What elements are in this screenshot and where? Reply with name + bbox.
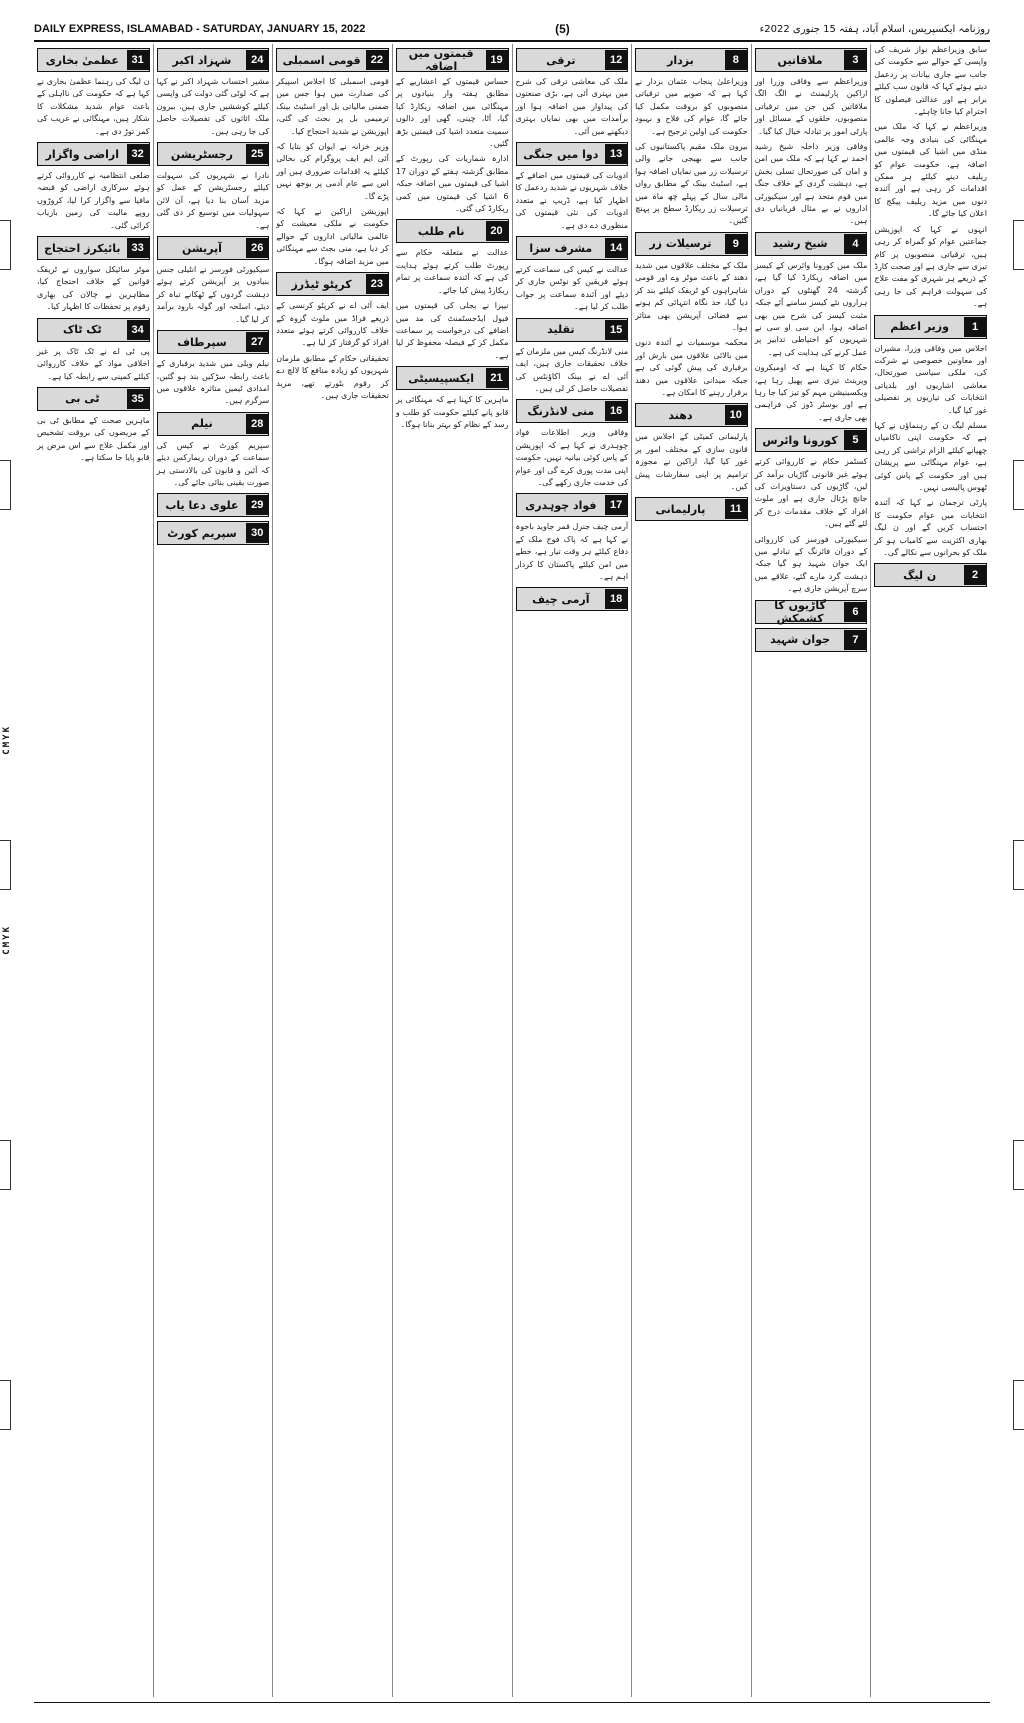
margin-register-box [0,220,11,270]
section-heading [157,330,270,354]
article-paragraph: ملک کی معاشی ترقی کی شرح میں بہتری آئی ہے، بڑی صنعتوں کی پیداوار میں اضافہ ہوا اور برآمدات میں بھی نمایاں بہتری دیکھنے میں آئی۔ [515,77,629,136]
section-heading [516,236,629,260]
article-paragraph: مشیر احتساب شہزاد اکبر نے کہا ہے کہ لوٹی گئی دولت کی واپسی کیلئے کوششیں جاری ہیں، بیرون ملک اثاثوں کی تفصیلات حاصل کی جا رہی ہیں۔ [156,77,270,136]
section-heading [157,412,270,436]
article-paragraph: ایف آئی اے نے کرپٹو کرنسی کے ذریعے فراڈ میں ملوث گروہ کے خلاف کارروائی کرتے ہوئے متعدد افراد کو گرفتار کر لیا ہے۔ [276,301,389,348]
news-column [272,44,392,1697]
section-title: فواد چوہدری [525,498,597,512]
section-number-badge: 10 [725,405,747,425]
section-heading [516,48,629,72]
section-number-badge: 17 [605,495,627,515]
section-title: اراضی واگزار [45,147,120,161]
margin-register-box [1013,1380,1024,1430]
margin-register-box [1013,460,1024,510]
article-paragraph: ادویات کی قیمتوں میں اضافے کے خلاف شہریوں نے شدید ردعمل کا اظہار کیا ہے، ڈریپ نے متعدد ادویات کی نئی قیمتوں کی منظوری دے دی ہے۔ [515,171,629,230]
article-paragraph: عدالت نے متعلقہ حکام سے رپورٹ طلب کرتے ہوئے ہدایت کی ہے کہ آئندہ سماعت پر تمام ریکارڈ پیش کیا جائے۔ [395,248,509,295]
article-paragraph: عدالت نے کیس کی سماعت کرتے ہوئے فریقین کو نوٹس جاری کر دیئے اور آئندہ سماعت پر جواب طلب کر لیا ہے۔ [515,265,629,312]
section-number-badge: 13 [605,144,627,164]
article-paragraph: وزیر خزانہ نے ایوان کو بتایا کہ آئی ایم ایف پروگرام کی بحالی کیلئے یہ اقدامات ضروری ہیں اور اس سے عام آدمی پر بوجھ نہیں پڑے گا۔ [276,142,389,201]
margin-register-box [0,1380,11,1430]
article-paragraph: ضلعی انتظامیہ نے کارروائی کرتے ہوئے سرکاری اراضی کو قبضہ مافیا سے واگزار کرا لیا، کروڑوں روپے مالیت کی زمین بازیاب کرائی گئی۔ [37,171,150,230]
article-paragraph: نادرا نے شہریوں کی سہولت کیلئے رجسٹریشن کے عمل کو مزید آسان بنا دیا ہے، آن لائن سہولیات میں توسیع کر دی گئی ہے۔ [156,171,270,230]
section-heading [396,366,509,390]
section-heading [516,493,629,517]
section-heading [276,272,389,296]
section-title: دوا میں جنگی [523,147,599,161]
section-title: پارلیمانی [655,502,706,516]
section-number-badge: 14 [605,238,627,258]
section-number-badge: 8 [725,50,747,70]
section-heading [516,318,629,342]
article-paragraph: آرمی چیف جنرل قمر جاوید باجوہ نے کہا ہے کہ پاک فوج ملک کے دفاع کیلئے ہر وقت تیار ہے، خطے میں امن کیلئے پاکستان کا کردار اہم ہے۔ [515,522,629,581]
section-heading [157,493,270,517]
section-title: عظمیٰ بخاری [45,53,119,67]
margin-register-box [0,1140,11,1190]
section-number-badge: 28 [246,414,268,434]
section-title: ملاقاتیں [777,53,823,67]
header-english-dateline: DAILY EXPRESS, ISLAMABAD - SATURDAY, JANUARY 15, 2022 [34,23,366,35]
section-number-badge: 27 [246,332,268,352]
margin-register-box [1013,840,1024,890]
section-title: بزدار [667,53,694,67]
section-title: سپریم کورٹ [167,526,237,540]
section-heading [755,600,868,624]
section-heading [755,232,868,256]
section-title: آرمی چیف [532,592,590,606]
section-title: جوان شہید [770,633,831,647]
cmyk-mark: CMYK [2,725,12,755]
section-title: کرپٹو ٹیڈرز [291,277,352,291]
section-heading [37,142,150,166]
section-heading [276,48,389,72]
section-heading [37,48,150,72]
section-title: ترقی [546,53,576,67]
section-number-badge: 33 [127,238,149,258]
article-paragraph: حکام کا کہنا ہے کہ اومیکرون ویرینٹ تیزی سے پھیل رہا ہے، ویکسینیشن مہم کو تیز کیا جا رہا ہے اور بوسٹر ڈوز کی فراہمی بھی جاری ہے۔ [754,363,868,422]
article-paragraph: محکمہ موسمیات نے آئندہ دنوں میں بالائی علاقوں میں بارش اور برفباری کی پیش گوئی کی ہے جبکہ میدانی علاقوں میں دھند برقرار رہنے کا امکان ہے۔ [635,338,748,397]
section-number-badge: 1 [964,317,986,337]
section-heading [157,48,270,72]
article-paragraph: وزیراعظم سے وفاقی وزرا اور اراکین پارلیمنٹ نے الگ الگ ملاقاتیں کیں جن میں ترقیاتی منصوبوں، حلقوں کے مسائل اور پارٹی امور پر تبادلہ خیال کیا گیا۔ [754,77,868,136]
section-number-badge: 20 [486,221,508,241]
article-paragraph: تحقیقاتی حکام کے مطابق ملزمان شہریوں کو زیادہ منافع کا لالچ دے کر رقوم بٹورتے تھے، مزید تحقیقات جاری ہیں۔ [276,353,389,400]
section-heading [37,387,150,411]
margin-register-box [1013,220,1024,270]
section-title: سپرطاف [177,335,227,349]
article-paragraph: سپریم کورٹ نے کیس کی سماعت کے دوران ریمارکس دیئے کہ آئین و قانون کی بالادستی ہر صورت یقینی بنائی جائے گی۔ [156,440,270,487]
article-paragraph: پی ٹی اے نے ٹک ٹاک پر غیر اخلاقی مواد کے خلاف کارروائی کیلئے کمپنی سے رابطہ کیا ہے۔ [37,346,150,381]
article-paragraph: وزیراعلیٰ پنجاب عثمان بزدار نے کہا ہے کہ صوبے میں ترقیاتی منصوبوں کو بروقت مکمل کیا جائے گا، عوام کی فلاح و بہبود حکومت کی اولین ترجیح ہے۔ [635,77,748,136]
section-title: تقلید [547,323,575,337]
section-title: قومی اسمبلی [282,53,361,67]
section-number-badge: 30 [246,523,268,543]
section-number-badge: 25 [246,144,268,164]
article-paragraph: نیپرا نے بجلی کی قیمتوں میں فیول ایڈجسٹمنٹ کی مد میں اضافے کی درخواست پر سماعت مکمل کر کے فیصلہ محفوظ کر لیا ہے۔ [395,301,509,360]
section-number-badge: 26 [246,238,268,258]
section-title: بائیکرز احتجاج [44,241,121,255]
section-number-badge: 35 [127,389,149,409]
news-column [870,44,990,1697]
section-title: قیمتوں میں اضافہ [408,47,474,73]
section-title: کورونا وائرس [762,433,838,447]
section-heading [37,318,150,342]
article-paragraph: سیکیورٹی فورسز کی کارروائی کے دوران فائرنگ کے تبادلے میں ایک جوان شہید ہو گیا جبکہ دہشت گرد مارے گئے، علاقے میں سرچ آپریشن جاری ہے۔ [754,534,868,594]
section-number-badge: 22 [366,50,388,70]
article-paragraph: ملک کے مختلف علاقوں میں شدید دھند کے باعث موٹر وے اور قومی شاہراہوں کو ٹریفک کیلئے بند کر دیا گیا، حد نگاہ انتہائی کم ہونے سے فضائی آپریشن بھی متاثر ہوا۔ [635,260,748,332]
section-heading [157,521,270,545]
section-number-badge: 15 [605,320,627,340]
news-column [631,44,751,1697]
section-title: آپریشن [181,241,222,255]
margin-register-box [0,460,11,510]
footer-rule [34,1702,990,1703]
section-number-badge: 21 [486,368,508,388]
section-number-badge: 5 [844,430,866,450]
article-paragraph: بیرون ملک مقیم پاکستانیوں کی جانب سے بھیجی جانے والی ترسیلات زر میں نمایاں اضافہ ہوا ہے، اسٹیٹ بینک کے مطابق رواں مالی سال کے پہلے چھ ماہ میں ترسیلات زر ریکارڈ سطح پر پہنچ گئیں۔ [635,142,748,226]
article-paragraph: ماہرین کا کہنا ہے کہ مہنگائی پر قابو پانے کیلئے حکومت کو طلب و رسد کے نظام کو بہتر بنانا ہوگا۔ [395,395,509,429]
article-paragraph: موٹر سائیکل سواروں نے ٹریفک قوانین کے خلاف احتجاج کیا، مظاہرین نے چالان کی بھاری رقوم پر تحفظات کا اظہار کیا۔ [37,265,150,312]
section-number-badge: 19 [486,50,508,70]
article-paragraph: اجلاس میں وفاقی وزرا، مشیران اور معاونین خصوصی نے شرکت کی، ملکی سیاسی صورتحال، معاشی اشاریوں اور بلدیاتی انتخابات کی تیاریوں پر تفصیلی غور کیا گیا۔ [874,343,987,415]
section-heading [396,48,509,72]
section-heading [755,628,868,652]
article-paragraph: وزیراعظم نے کہا کہ ملک میں مہنگائی کی بنیادی وجہ عالمی منڈی میں اشیا کی قیمتوں میں اضافہ ہے، حکومت عوام کو ریلیف دینے کیلئے ہر ممکن اقدامات کر رہی ہے اور آئندہ دنوں میں مزید ریلیف پیکج کا اعلان کیا جائے گا۔ [874,122,987,219]
section-number-badge: 29 [246,495,268,515]
section-title: ایکسپیسیٹی [408,371,475,385]
section-title: ٹک ٹاک [62,323,102,337]
article-paragraph: ملک میں کورونا وائرس کے کیسز میں اضافہ ریکارڈ کیا گیا ہے، گزشتہ 24 گھنٹوں کے دوران ہزاروں نئے کیسز سامنے آئے جبکہ مثبت کیسز کی شرح میں بھی اضافہ ہوا، این سی او سی نے شہریوں کو احتیاطی تدابیر پر عمل کرنے کی ہدایت کی ہے۔ [754,260,868,357]
section-title: دھند [668,408,693,422]
article-paragraph: اپوزیشن اراکین نے کہا کہ حکومت نے ملکی معیشت کو عالمی مالیاتی اداروں کے حوالے کر دیا ہے، منی بجٹ سے مہنگائی میں مزید اضافہ ہوگا۔ [276,207,389,266]
section-heading [635,403,748,427]
article-paragraph: سابق وزیراعظم نواز شریف کی واپسی کے حوالے سے حکومت کی جانب سے جاری بیانات پر ردعمل دیتے ہوئے کہا کہ قانون سب کیلئے برابر ہے اور عدالتی فیصلوں کا احترام کیا جانا چاہئے۔ [874,45,987,117]
section-title: گاڑیوں کا کشمکش [774,598,826,625]
article-paragraph: پارٹی ترجمان نے کہا کہ آئندہ انتخابات میں عوام حکومت کا احتساب کریں گے اور ن لیگ بھاری اکثریت سے کامیاب ہو کر ملک کو بحرانوں سے نکالے گی۔ [874,498,987,558]
article-paragraph: مسلم لیگ ن کے رہنماؤں نے کہا ہے کہ حکومت اپنی ناکامیاں چھپانے کیلئے الزام تراشی کر رہی ہے، عوام مہنگائی سے پریشان ہیں اور حکومت کے پاس کوئی ٹھوس پالیسی نہیں۔ [874,420,987,492]
section-number-badge: 18 [605,589,627,609]
section-heading [516,142,629,166]
section-heading [157,236,270,260]
section-number-badge: 24 [246,50,268,70]
section-number-badge: 31 [127,50,149,70]
section-number-badge: 32 [127,144,149,164]
section-number-badge: 12 [605,50,627,70]
article-paragraph: ادارہ شماریات کی رپورٹ کے مطابق گزشتہ ہفتے کے دوران 17 اشیا کی قیمتوں میں اضافہ جبکہ 6 اشیا کی قیمتوں میں کمی ریکارڈ کی گئی۔ [395,154,509,214]
section-number-badge: 2 [964,565,986,585]
news-column [392,44,512,1697]
article-paragraph: انہوں نے کہا کہ اپوزیشن جماعتیں عوام کو گمراہ کر رہی ہیں، ترقیاتی منصوبوں پر کام تیزی سے جاری ہے اور صحت کارڈ کے ذریعے ہر شہری کو مفت علاج کی سہولت فراہم کی جا رہی ہے۔ [874,224,987,309]
article-paragraph: نیلم ویلی میں شدید برفباری کے باعث رابطہ سڑکیں بند ہو گئیں، امدادی ٹیمیں متاثرہ علاقوں میں سرگرم ہیں۔ [156,359,270,406]
section-heading [157,142,270,166]
page-number: (5) [555,22,570,36]
news-column [751,44,871,1697]
article-paragraph: منی لانڈرنگ کیس میں ملزمان کے خلاف تحقیقات جاری ہیں، ایف آئی اے نے بینک اکاؤنٹس کی تفصیلات حاصل کر لی ہیں۔ [515,346,629,393]
section-heading [516,587,629,611]
article-paragraph: وفاقی وزیر داخلہ شیخ رشید احمد نے کہا ہے کہ ملک میں امن و امان کی صورتحال تسلی بخش ہے، دہشت گردی کے خلاف جنگ میں قوم متحد ہے اور سیکیورٹی اداروں نے بے مثال قربانیاں دی ہیں۔ [754,142,868,226]
section-heading [874,315,987,339]
section-title: نیلم [191,417,213,431]
section-heading [635,232,748,256]
page-header [34,18,990,42]
article-paragraph: ن لیگ کی رہنما عظمیٰ بخاری نے کہا ہے کہ حکومت کی نااہلی کے باعث عوام شدید مشکلات کا شکار ہیں، مہنگائی نے غریب کی کمر توڑ دی ہے۔ [37,77,150,136]
section-number-badge: 16 [605,401,627,421]
section-title: مشرف سزا [529,241,593,255]
section-title: شہزاد اکبر [172,53,232,67]
section-title: علوی دعا یاب [165,498,239,512]
section-heading [755,428,868,452]
section-number-badge: 3 [844,50,866,70]
news-column [512,44,632,1697]
section-heading [635,497,748,521]
section-heading [396,219,509,243]
article-paragraph: قومی اسمبلی کا اجلاس اسپیکر کی صدارت میں ہوا جس میں ضمنی مالیاتی بل اور اسٹیٹ بینک ترمیمی بل پر بحث کی گئی، اپوزیشن نے شدید احتجاج کیا۔ [276,77,389,136]
article-paragraph: پارلیمانی کمیٹی کے اجلاس میں قانون سازی کے مختلف امور پر غور کیا گیا، اراکین نے مجوزہ ترامیم پر اپنی سفارشات پیش کیں۔ [635,432,748,491]
section-title: نام طلب [417,224,465,238]
section-title: ٹی بی [65,392,100,406]
section-title: منی لانڈرنگ [527,404,595,418]
article-paragraph: ماہرین صحت کے مطابق ٹی بی کے مریضوں کی بروقت تشخیص اور مکمل علاج سے اس مرض پر قابو پایا جا سکتا ہے۔ [37,415,150,463]
section-number-badge: 9 [725,234,747,254]
article-paragraph: سیکیورٹی فورسز نے انٹیلی جنس بنیادوں پر آپریشن کرتے ہوئے دہشت گردوں کے ٹھکانے تباہ کر دیئے، اسلحہ اور گولہ بارود برآمد کر لیا گیا۔ [156,265,270,324]
news-columns [34,44,990,1697]
header-urdu-dateline: روزنامہ ایکسپریس، اسلام آباد، ہفتہ 15 جنوری 2022ء [759,23,990,35]
article-paragraph: حساس قیمتوں کے اعشاریے کے مطابق ہفتہ وار بنیادوں پر مہنگائی میں اضافہ ریکارڈ کیا گیا، آٹا، چینی، گھی اور دالوں سمیت متعدد اشیا کی قیمتیں بڑھ گئیں۔ [395,77,509,149]
margin-register-box [1013,1140,1024,1190]
section-number-badge: 23 [366,274,388,294]
article-paragraph: کسٹمز حکام نے کارروائی کرتے ہوئے غیر قانونی گاڑیاں برآمد کر لیں، گاڑیوں کی دستاویزات کی جانچ پڑتال جاری ہے اور ملوث افراد کے خلاف مقدمات درج کر لئے گئے ہیں۔ [754,457,868,529]
section-title: وزیر اعظم [890,320,949,334]
section-number-badge: 34 [127,320,149,340]
section-heading [755,48,868,72]
section-title: ترسیلات زر [649,237,712,251]
section-number-badge: 6 [844,602,866,622]
section-heading [635,48,748,72]
section-number-badge: 7 [844,630,866,650]
news-column [153,44,273,1697]
news-column [34,44,153,1697]
article-paragraph: وفاقی وزیر اطلاعات فواد چوہدری نے کہا ہے کہ اپوزیشن کے پاس کوئی بیانیہ نہیں، حکومت اپنی مدت پوری کرے گی اور عوام کی خدمت جاری رکھے گی۔ [515,428,629,487]
section-heading [37,236,150,260]
section-title: شیخ رشید [772,237,828,251]
margin-register-box [0,840,11,890]
section-heading [516,399,629,423]
section-title: ن لیگ [903,568,937,582]
section-title: رجسٹریشن [170,147,233,161]
section-number-badge: 4 [844,234,866,254]
cmyk-mark: CMYK [2,925,12,955]
section-number-badge: 11 [725,499,747,519]
section-heading [874,563,987,587]
